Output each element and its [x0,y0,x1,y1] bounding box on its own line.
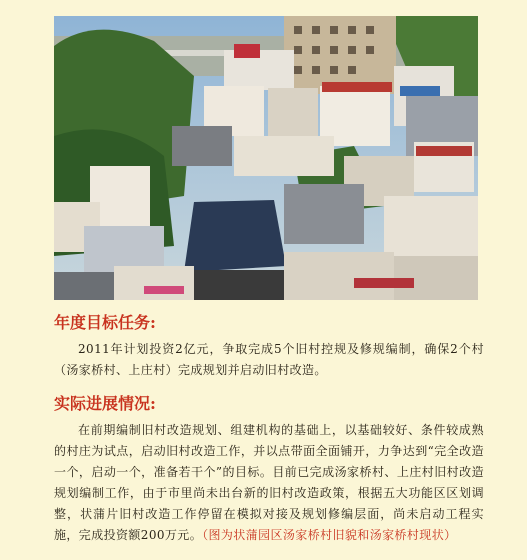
section-heading: 实际进展情况: [54,394,156,413]
section-heading: 年度目标任务: [54,313,156,332]
paragraph-text: 在前期编制旧村改造规划、组建机构的基础上，以基础较好、条件较成熟的村庄为试点，启动旧村改造工作，并以点带面全面铺开，力争达到“完全改造一个，启动一个，准备若干个”的目标。目前已完成汤家桥村、上庄村旧村改造规划编制工作，由于市里尚未出台新的旧村改造政策，根据五大功能区区划调整，状蒲片旧村改造工作停留在模拟对接及规划修编层面，尚未启动工程实施，完成投资额200万元。 [54,423,484,542]
section-paragraph [54,420,484,546]
actual-progress-section [54,393,484,546]
photo-caption: （图为状蒲园区汤家桥村旧貌和汤家桥村现状） [202,528,457,542]
section-paragraph: 2011年计划投资2亿元，争取完成5个旧村控规及修规编制，确保2个村（汤家桥村、上庄村）完成规划并启动旧村改造。 [54,342,484,377]
document-body [54,312,484,558]
annual-target-section [54,312,484,381]
townscape-illustration [54,16,478,300]
townscape-photo [54,16,478,300]
